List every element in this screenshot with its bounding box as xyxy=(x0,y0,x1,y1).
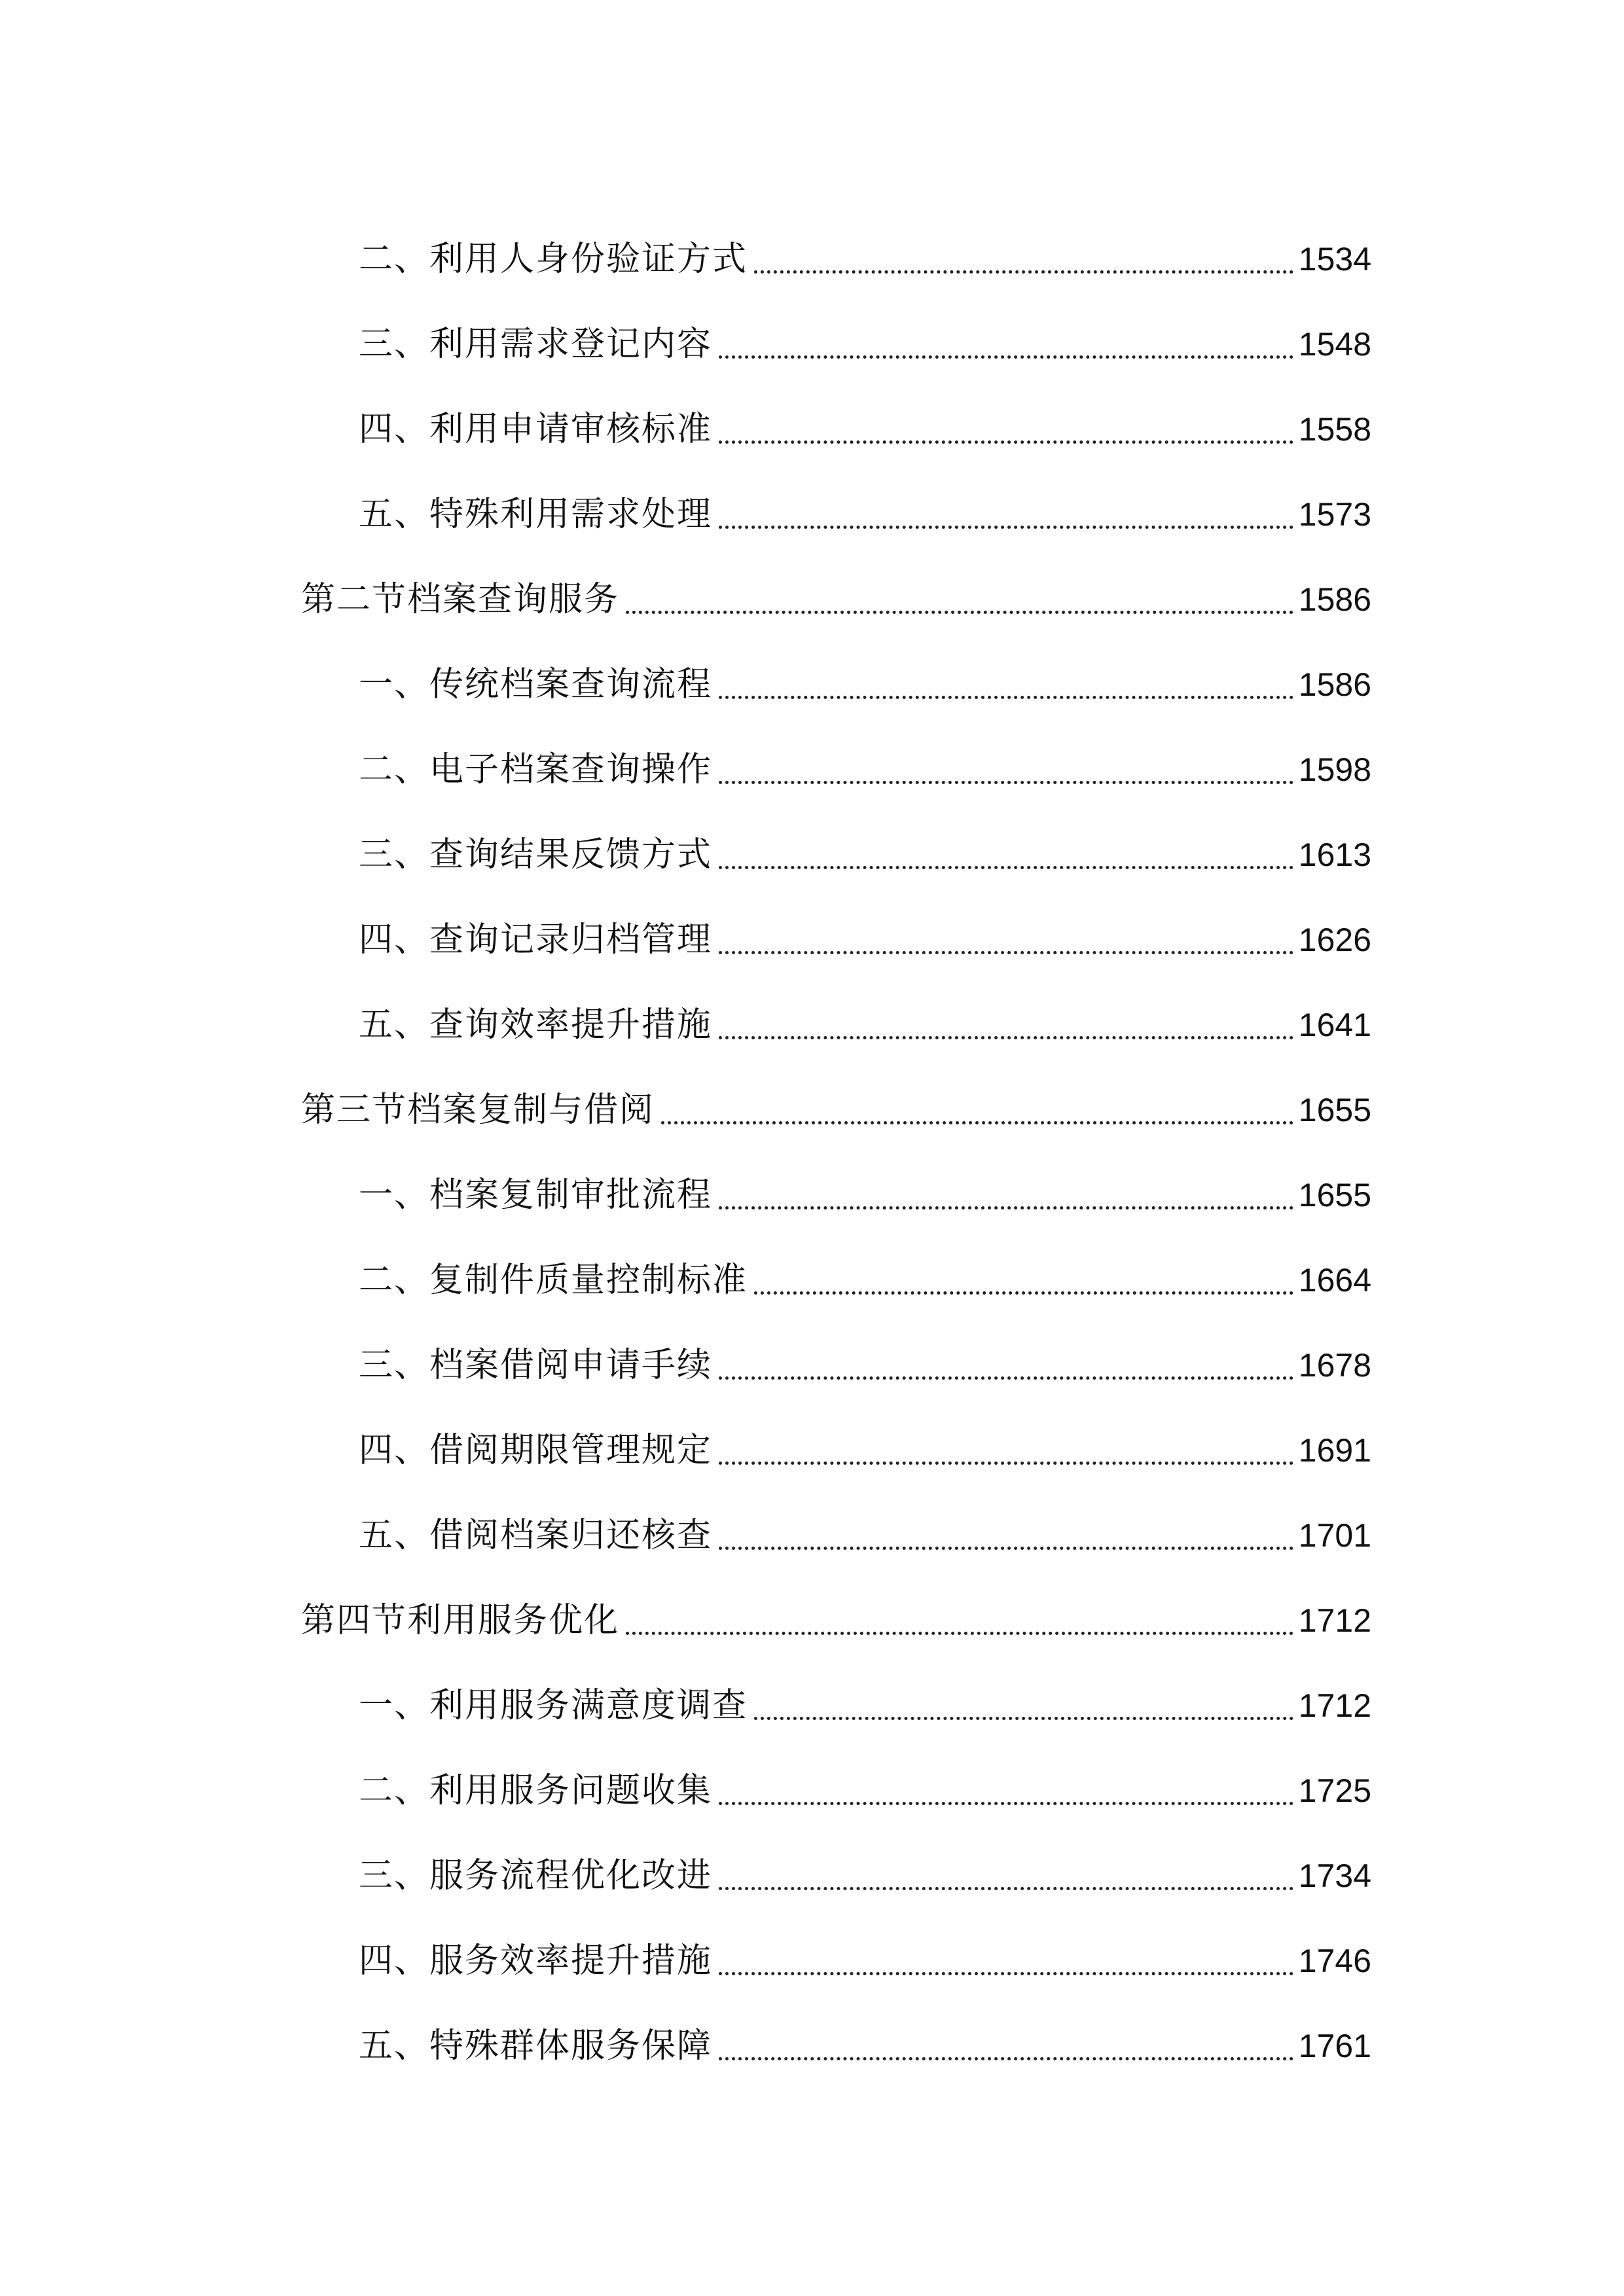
toc-entry[interactable] xyxy=(0,1136,1624,1221)
toc-section-label: 第二节档案查询服务 xyxy=(301,580,620,619)
toc-entry-label: 四、利用申请审核标准 xyxy=(359,410,713,449)
toc-section-label: 第四节利用服务优化 xyxy=(301,1601,620,1640)
toc-page-number: 1586 xyxy=(1298,666,1371,703)
dot-leader xyxy=(719,1547,1293,1550)
dot-leader xyxy=(719,951,1293,954)
dot-leader xyxy=(719,1376,1293,1380)
toc-page-number: 1655 xyxy=(1298,1092,1371,1128)
dot-leader xyxy=(626,1632,1293,1635)
toc-page-number: 1678 xyxy=(1298,1347,1371,1384)
toc-entry[interactable] xyxy=(0,881,1624,966)
toc-entry[interactable] xyxy=(0,966,1624,1051)
toc-entry-label: 三、查询结果反馈方式 xyxy=(359,835,713,874)
toc-page-number: 1548 xyxy=(1298,326,1371,363)
toc-entry-label: 一、档案复制审批流程 xyxy=(359,1175,713,1215)
toc-page-number: 1691 xyxy=(1298,1432,1371,1469)
toc-page-number: 1712 xyxy=(1298,1602,1371,1639)
toc-entry-label: 二、电子档案查询操作 xyxy=(359,750,713,789)
toc-entry-label: 二、利用人身份验证方式 xyxy=(359,240,748,279)
toc-entry[interactable] xyxy=(0,796,1624,881)
toc-page-number: 1734 xyxy=(1298,1857,1371,1894)
toc-entry-label: 四、查询记录归档管理 xyxy=(359,920,713,960)
toc-entry-label: 二、复制件质量控制标准 xyxy=(359,1261,748,1300)
dot-leader xyxy=(719,355,1293,359)
toc-page-number: 1746 xyxy=(1298,1943,1371,1979)
toc-page-number: 1664 xyxy=(1298,1262,1371,1299)
toc-page-number: 1534 xyxy=(1298,241,1371,278)
toc-section-label: 第三节档案复制与借阅 xyxy=(301,1090,655,1130)
table-of-contents xyxy=(0,200,1624,2072)
toc-entry[interactable] xyxy=(0,711,1624,796)
toc-entry[interactable] xyxy=(0,1817,1624,1902)
toc-entry-label: 三、服务流程优化改进 xyxy=(359,1856,713,1895)
dot-leader xyxy=(719,781,1293,784)
toc-entry[interactable] xyxy=(0,456,1624,541)
toc-entry-label: 五、特殊群体服务保障 xyxy=(359,2026,713,2066)
dot-leader xyxy=(719,1036,1293,1039)
dot-leader xyxy=(661,1121,1293,1124)
dot-leader xyxy=(626,611,1293,614)
toc-entry[interactable] xyxy=(0,1391,1624,1477)
toc-entry-label: 一、传统档案查询流程 xyxy=(359,665,713,704)
toc-entry[interactable] xyxy=(0,626,1624,711)
dot-leader xyxy=(719,440,1293,444)
toc-page-number: 1641 xyxy=(1298,1007,1371,1043)
toc-entry[interactable] xyxy=(0,1477,1624,1562)
toc-entry[interactable] xyxy=(0,285,1624,370)
dot-leader xyxy=(754,270,1293,274)
toc-page-number: 1613 xyxy=(1298,836,1371,873)
toc-page-number: 1701 xyxy=(1298,1517,1371,1554)
dot-leader xyxy=(719,1206,1293,1210)
toc-page-number: 1586 xyxy=(1298,581,1371,618)
toc-page-number: 1626 xyxy=(1298,922,1371,958)
toc-page-number: 1712 xyxy=(1298,1687,1371,1724)
toc-entry[interactable] xyxy=(0,1221,1624,1306)
toc-page-number: 1655 xyxy=(1298,1177,1371,1213)
dot-leader xyxy=(719,1887,1293,1890)
toc-page-number: 1598 xyxy=(1298,751,1371,788)
toc-page-number: 1573 xyxy=(1298,496,1371,533)
toc-section-entry[interactable] xyxy=(0,1562,1624,1647)
toc-page-number: 1761 xyxy=(1298,2028,1371,2064)
toc-entry-label: 四、服务效率提升措施 xyxy=(359,1941,713,1981)
toc-entry-label: 五、借阅档案归还核查 xyxy=(359,1516,713,1555)
toc-entry-label: 五、查询效率提升措施 xyxy=(359,1005,713,1045)
toc-section-entry[interactable] xyxy=(0,1051,1624,1136)
dot-leader xyxy=(719,1802,1293,1805)
toc-entry[interactable] xyxy=(0,1306,1624,1391)
dot-leader xyxy=(719,1462,1293,1465)
toc-entry[interactable] xyxy=(0,370,1624,456)
dot-leader xyxy=(719,526,1293,529)
toc-entry-label: 四、借阅期限管理规定 xyxy=(359,1431,713,1470)
toc-entry-label: 二、利用服务问题收集 xyxy=(359,1771,713,1810)
toc-entry[interactable] xyxy=(0,1902,1624,1987)
toc-section-entry[interactable] xyxy=(0,541,1624,626)
dot-leader xyxy=(754,1717,1293,1720)
toc-entry[interactable] xyxy=(0,1647,1624,1732)
dot-leader xyxy=(719,2057,1293,2060)
dot-leader xyxy=(719,866,1293,869)
toc-page-number: 1725 xyxy=(1298,1772,1371,1809)
toc-entry-label: 一、利用服务满意度调查 xyxy=(359,1686,748,1725)
dot-leader xyxy=(719,696,1293,699)
toc-entry-label: 三、档案借阅申请手续 xyxy=(359,1346,713,1385)
toc-entry-label: 五、特殊利用需求处理 xyxy=(359,495,713,534)
toc-entry-label: 三、利用需求登记内容 xyxy=(359,325,713,364)
toc-entry[interactable] xyxy=(0,200,1624,285)
toc-page-number: 1558 xyxy=(1298,411,1371,448)
dot-leader xyxy=(719,1972,1293,1975)
toc-entry[interactable] xyxy=(0,1732,1624,1817)
toc-entry[interactable] xyxy=(0,1987,1624,2072)
dot-leader xyxy=(754,1291,1293,1295)
